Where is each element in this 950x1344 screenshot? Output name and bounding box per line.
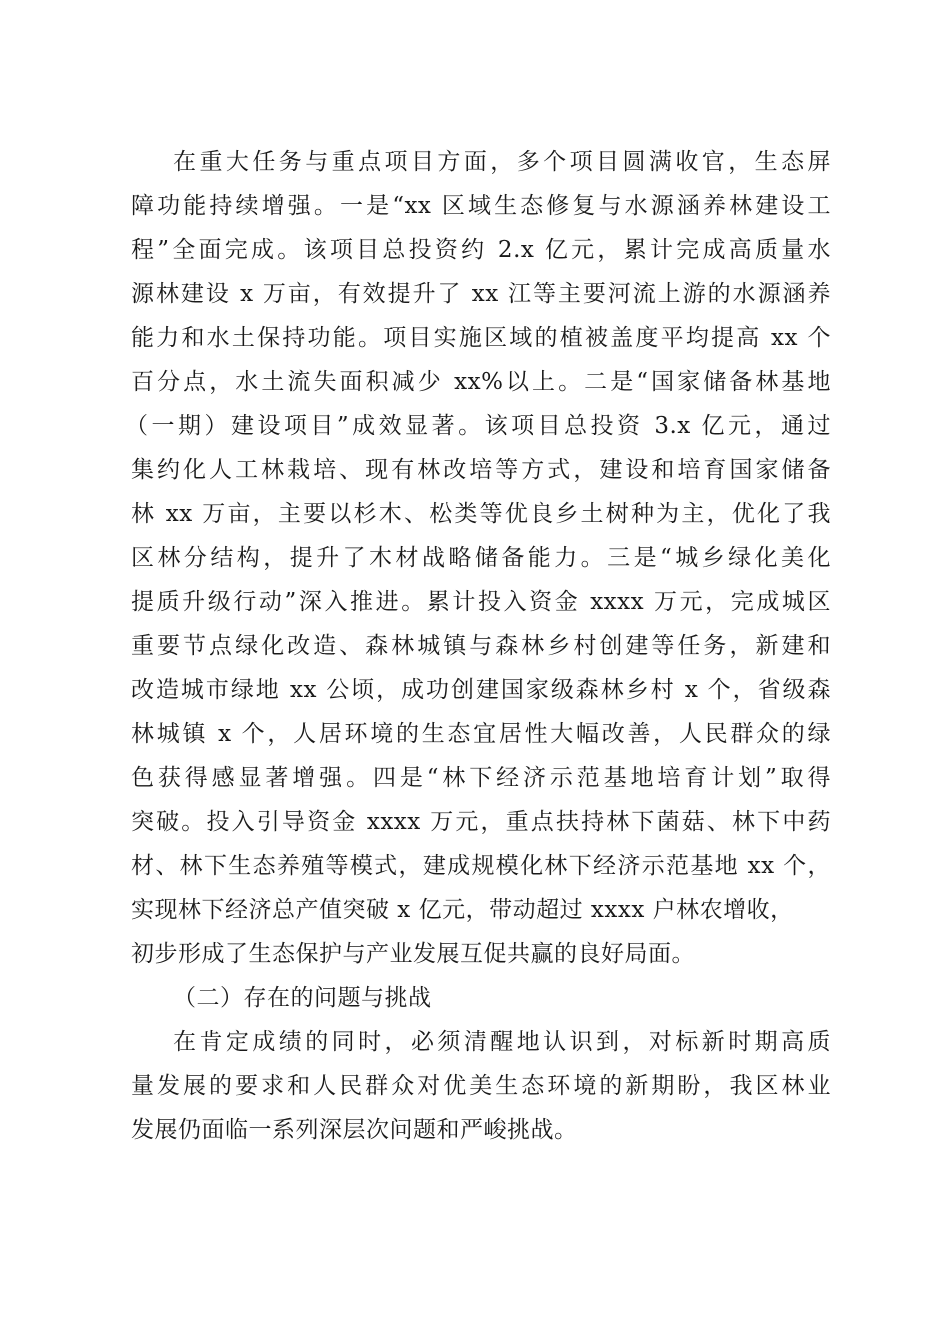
text-line: 能力和水土保持功能。项目实施区域的植被盖度平均提高 xx 个 <box>131 325 831 351</box>
text-line: 提质升级行动”深入推进。累计投入资金 xxxx 万元，完成城区 <box>131 589 831 615</box>
text-line: 在肯定成绩的同时，必须清醒地认识到，对标新时期高质 <box>173 1029 831 1055</box>
text-line: 百分点，水土流失面积减少 xx%以上。二是“国家储备林基地 <box>131 369 831 395</box>
text-line: 重要节点绿化改造、森林城镇与森林乡村创建等任务，新建和 <box>131 633 831 659</box>
text-line: 林城镇 x 个，人居环境的生态宜居性大幅改善，人民群众的绿 <box>131 721 831 747</box>
text-line: 源林建设 x 万亩，有效提升了 xx 江等主要河流上游的水源涵养 <box>131 281 831 307</box>
text-line: （一期）建设项目”成效显著。该项目总投资 3.x 亿元，通过 <box>125 413 831 439</box>
text-line: 障功能持续增强。一是“xx 区域生态修复与水源涵养林建设工 <box>131 193 831 219</box>
section-heading-text: （二）存在的问题与挑战 <box>173 985 432 1011</box>
text-line: 量发展的要求和人民群众对优美生态环境的新期盼，我区林业 <box>131 1073 831 1099</box>
text-line: 程”全面完成。该项目总投资约 2.x 亿元，累计完成高质量水 <box>131 237 831 263</box>
text-line: 实现林下经济总产值突破 x 亿元，带动超过 xxxx 户林农增收， <box>131 897 794 923</box>
text-line: 林 xx 万亩，主要以杉木、松类等优良乡土树种为主，优化了我 <box>131 501 831 527</box>
text-line: 在重大任务与重点项目方面，多个项目圆满收官，生态屏 <box>173 149 831 175</box>
text-line: 发展仍面临一系列深层次问题和严峻挑战。 <box>131 1117 578 1143</box>
text-line: 初步形成了生态保护与产业发展互促共赢的良好局面。 <box>131 941 695 967</box>
text-line: 改造城市绿地 xx 公顷，成功创建国家级森林乡村 x 个，省级森 <box>131 677 831 703</box>
text-line: 区林分结构，提升了木材战略储备能力。三是“城乡绿化美化 <box>131 545 831 571</box>
text-line: 突破。投入引导资金 xxxx 万元，重点扶持林下菌菇、林下中药 <box>131 809 831 835</box>
text-line: 材、林下生态养殖等模式，建成规模化林下经济示范基地 xx 个， <box>131 853 831 879</box>
text-line: 集约化人工林栽培、现有林改培等方式，建设和培育国家储备 <box>131 457 831 483</box>
text-line: 色获得感显著增强。四是“林下经济示范基地培育计划”取得 <box>131 765 831 791</box>
